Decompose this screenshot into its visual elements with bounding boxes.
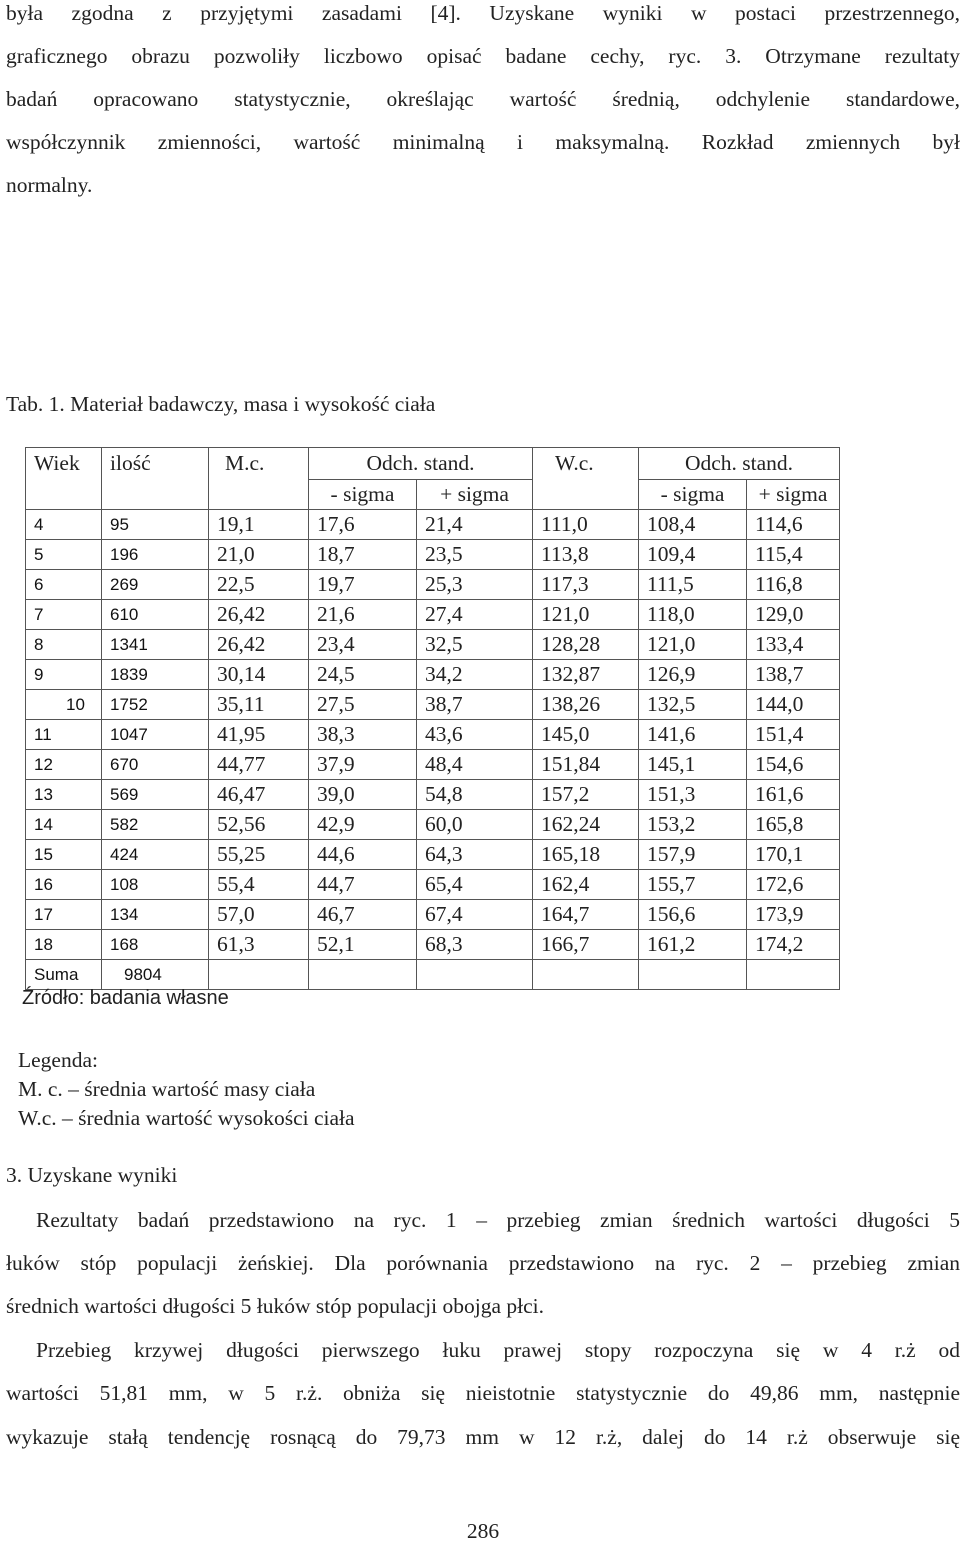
cell-mass-mean: 55,25: [209, 840, 309, 870]
cell-height-minus: 161,2: [639, 930, 747, 960]
cell-mass-mean: 26,42: [209, 600, 309, 630]
cell-height-mean: 157,2: [533, 780, 639, 810]
cell-height-plus: 170,1: [747, 840, 840, 870]
cell-height-plus: 116,8: [747, 570, 840, 600]
header-height-mean: W.c.: [533, 448, 639, 480]
cell-height-plus: 144,0: [747, 690, 840, 720]
total-row: [26, 960, 840, 990]
page-number: 286: [466, 1519, 500, 1543]
cell-age: 4: [26, 510, 102, 540]
table-row: [26, 720, 840, 750]
total-empty: [417, 960, 533, 990]
total-empty: [309, 960, 417, 990]
cell-mass-minus: 24,5: [309, 660, 417, 690]
cell-height-minus: 118,0: [639, 600, 747, 630]
table-source: Źródło: badania własne: [22, 987, 229, 1009]
paragraph-line: wykazuje stałą tendencję rosnącą do 79,73 mm w 12 r.ż, dalej do 14 r.ż obserwuje się: [6, 1425, 960, 1449]
paragraph-line: Przebieg krzywej długości pierwszego łuku prawej stopy rozpoczyna się w 4 r.ż od: [36, 1338, 960, 1362]
cell-mass-minus: 39,0: [309, 780, 417, 810]
total-empty: [533, 960, 639, 990]
table-row: [26, 510, 840, 540]
cell-height-mean: 145,0: [533, 720, 639, 750]
cell-age: 17: [26, 900, 102, 930]
cell-mass-minus: 38,3: [309, 720, 417, 750]
cell-count: 269: [102, 570, 209, 600]
table-row: [26, 600, 840, 630]
cell-height-plus: 173,9: [747, 900, 840, 930]
table-row: [26, 690, 840, 720]
cell-mass-plus: 34,2: [417, 660, 533, 690]
legend-item: W.c. – średnia wartość wysokości ciała: [18, 1106, 355, 1130]
cell-count: 1341: [102, 630, 209, 660]
cell-mass-mean: 41,95: [209, 720, 309, 750]
cell-height-plus: 114,6: [747, 510, 840, 540]
paragraph-line: Rezultaty badań przedstawiono na ryc. 1 – przebieg zmian średnich wartości długości 5: [36, 1208, 960, 1232]
cell-mass-mean: 46,47: [209, 780, 309, 810]
legend-title: Legenda:: [18, 1048, 98, 1072]
cell-age: 9: [26, 660, 102, 690]
table-row: [26, 750, 840, 780]
cell-mass-mean: 21,0: [209, 540, 309, 570]
cell-height-mean: 138,26: [533, 690, 639, 720]
cell-height-minus: 132,5: [639, 690, 747, 720]
cell-age: 5: [26, 540, 102, 570]
header-height-sd: Odch. stand.: [639, 448, 840, 480]
cell-mass-mean: 19,1: [209, 510, 309, 540]
cell-height-plus: 174,2: [747, 930, 840, 960]
header-age: Wiek: [26, 448, 102, 480]
cell-mass-mean: 26,42: [209, 630, 309, 660]
subheader-height-minus: - sigma: [639, 480, 747, 510]
cell-age: 12: [26, 750, 102, 780]
table-row: [26, 630, 840, 660]
cell-mass-plus: 27,4: [417, 600, 533, 630]
cell-mass-minus: 46,7: [309, 900, 417, 930]
cell-mass-plus: 64,3: [417, 840, 533, 870]
cell-mass-minus: 44,7: [309, 870, 417, 900]
cell-height-mean: 132,87: [533, 660, 639, 690]
cell-count: 1752: [102, 690, 209, 720]
cell-mass-plus: 67,4: [417, 900, 533, 930]
cell-mass-mean: 30,14: [209, 660, 309, 690]
cell-height-plus: 151,4: [747, 720, 840, 750]
subheader-empty: [102, 480, 209, 510]
cell-count: 610: [102, 600, 209, 630]
cell-height-minus: 145,1: [639, 750, 747, 780]
cell-age: 13: [26, 780, 102, 810]
cell-height-plus: 172,6: [747, 870, 840, 900]
table-row: [26, 540, 840, 570]
cell-height-mean: 128,28: [533, 630, 639, 660]
cell-count: 582: [102, 810, 209, 840]
subheader-empty: [26, 480, 102, 510]
paragraph-line: łuków stóp populacji żeńskiej. Dla porównania przedstawiono na ryc. 2 – przebieg zmian: [6, 1251, 960, 1275]
cell-height-minus: 156,6: [639, 900, 747, 930]
cell-height-mean: 164,7: [533, 900, 639, 930]
intro-line-1: była zgodna z przyjętymi zasadami [4]. Uzyskane wyniki w postaci przestrzennego,: [6, 1, 960, 25]
data-table: [25, 447, 840, 990]
cell-age: 10: [26, 690, 102, 720]
cell-height-mean: 166,7: [533, 930, 639, 960]
header-mass-mean: M.c.: [209, 448, 309, 480]
cell-mass-plus: 68,3: [417, 930, 533, 960]
cell-count: 670: [102, 750, 209, 780]
cell-count: 134: [102, 900, 209, 930]
subheader-row: [26, 480, 840, 510]
total-label: Suma: [26, 960, 102, 990]
cell-count: 168: [102, 930, 209, 960]
cell-age: 8: [26, 630, 102, 660]
cell-mass-mean: 35,11: [209, 690, 309, 720]
table-row: [26, 930, 840, 960]
total-empty: [209, 960, 309, 990]
cell-mass-mean: 55,4: [209, 870, 309, 900]
cell-height-minus: 141,6: [639, 720, 747, 750]
cell-count: 196: [102, 540, 209, 570]
cell-height-mean: 111,0: [533, 510, 639, 540]
cell-mass-minus: 17,6: [309, 510, 417, 540]
subheader-mass-plus: + sigma: [417, 480, 533, 510]
subheader-mass-minus: - sigma: [309, 480, 417, 510]
cell-mass-mean: 52,56: [209, 810, 309, 840]
table-row: [26, 840, 840, 870]
table-row: [26, 660, 840, 690]
cell-age: 15: [26, 840, 102, 870]
cell-mass-minus: 23,4: [309, 630, 417, 660]
table-row: [26, 870, 840, 900]
paragraph-line: średnich wartości długości 5 łuków stóp populacji obojga płci.: [6, 1294, 545, 1318]
cell-count: 1839: [102, 660, 209, 690]
cell-count: 108: [102, 870, 209, 900]
table-caption: Tab. 1. Materiał badawczy, masa i wysokość ciała: [6, 392, 436, 416]
cell-mass-plus: 25,3: [417, 570, 533, 600]
cell-mass-plus: 54,8: [417, 780, 533, 810]
total-empty: [639, 960, 747, 990]
header-row: [26, 448, 840, 480]
cell-height-minus: 108,4: [639, 510, 747, 540]
table-row: [26, 900, 840, 930]
subheader-empty: [533, 480, 639, 510]
cell-height-minus: 109,4: [639, 540, 747, 570]
cell-count: 569: [102, 780, 209, 810]
header-count: ilość: [102, 448, 209, 480]
subheader-empty: [209, 480, 309, 510]
cell-height-mean: 162,24: [533, 810, 639, 840]
cell-height-plus: 133,4: [747, 630, 840, 660]
cell-height-mean: 121,0: [533, 600, 639, 630]
cell-height-minus: 155,7: [639, 870, 747, 900]
cell-mass-minus: 42,9: [309, 810, 417, 840]
cell-age: 18: [26, 930, 102, 960]
total-empty: [747, 960, 840, 990]
header-mass-sd: Odch. stand.: [309, 448, 533, 480]
cell-mass-mean: 22,5: [209, 570, 309, 600]
cell-height-mean: 113,8: [533, 540, 639, 570]
cell-mass-mean: 61,3: [209, 930, 309, 960]
cell-height-minus: 111,5: [639, 570, 747, 600]
cell-mass-plus: 21,4: [417, 510, 533, 540]
cell-count: 424: [102, 840, 209, 870]
cell-height-minus: 151,3: [639, 780, 747, 810]
cell-height-mean: 162,4: [533, 870, 639, 900]
intro-line-2: graficznego obrazu pozwoliły liczbowo opisać badane cechy, ryc. 3. Otrzymane rezultaty: [6, 44, 960, 68]
cell-height-mean: 117,3: [533, 570, 639, 600]
cell-height-plus: 138,7: [747, 660, 840, 690]
cell-mass-mean: 57,0: [209, 900, 309, 930]
cell-age: 11: [26, 720, 102, 750]
cell-age: 6: [26, 570, 102, 600]
cell-height-plus: 161,6: [747, 780, 840, 810]
cell-count: 1047: [102, 720, 209, 750]
cell-height-plus: 115,4: [747, 540, 840, 570]
cell-height-minus: 153,2: [639, 810, 747, 840]
cell-mass-minus: 37,9: [309, 750, 417, 780]
cell-mass-plus: 43,6: [417, 720, 533, 750]
section-title: 3. Uzyskane wyniki: [6, 1163, 178, 1187]
cell-mass-mean: 44,77: [209, 750, 309, 780]
intro-line-3: badań opracowano statystycznie, określając wartość średnią, odchylenie standardowe,: [6, 87, 960, 111]
cell-height-plus: 165,8: [747, 810, 840, 840]
cell-mass-minus: 18,7: [309, 540, 417, 570]
cell-count: 95: [102, 510, 209, 540]
cell-mass-minus: 21,6: [309, 600, 417, 630]
cell-mass-plus: 65,4: [417, 870, 533, 900]
table-row: [26, 780, 840, 810]
table-row: [26, 810, 840, 840]
intro-line-4: współczynnik zmienności, wartość minimalną i maksymalną. Rozkład zmiennych był: [6, 130, 960, 154]
subheader-height-plus: + sigma: [747, 480, 840, 510]
cell-mass-minus: 19,7: [309, 570, 417, 600]
cell-height-minus: 126,9: [639, 660, 747, 690]
table-row: [26, 570, 840, 600]
cell-height-plus: 129,0: [747, 600, 840, 630]
intro-line-5: normalny.: [6, 173, 93, 197]
total-value: 9804: [102, 960, 209, 990]
cell-mass-plus: 23,5: [417, 540, 533, 570]
cell-height-plus: 154,6: [747, 750, 840, 780]
cell-height-mean: 165,18: [533, 840, 639, 870]
cell-age: 14: [26, 810, 102, 840]
cell-mass-minus: 44,6: [309, 840, 417, 870]
legend-item: M. c. – średnia wartość masy ciała: [18, 1077, 316, 1101]
cell-height-minus: 121,0: [639, 630, 747, 660]
cell-mass-minus: 52,1: [309, 930, 417, 960]
cell-age: 16: [26, 870, 102, 900]
cell-height-minus: 157,9: [639, 840, 747, 870]
cell-age: 7: [26, 600, 102, 630]
cell-mass-plus: 32,5: [417, 630, 533, 660]
cell-mass-plus: 38,7: [417, 690, 533, 720]
cell-mass-minus: 27,5: [309, 690, 417, 720]
cell-mass-plus: 60,0: [417, 810, 533, 840]
paragraph-line: wartości 51,81 mm, w 5 r.ż. obniża się nieistotnie statystycznie do 49,86 mm, następnie: [6, 1381, 960, 1405]
cell-height-mean: 151,84: [533, 750, 639, 780]
cell-mass-plus: 48,4: [417, 750, 533, 780]
